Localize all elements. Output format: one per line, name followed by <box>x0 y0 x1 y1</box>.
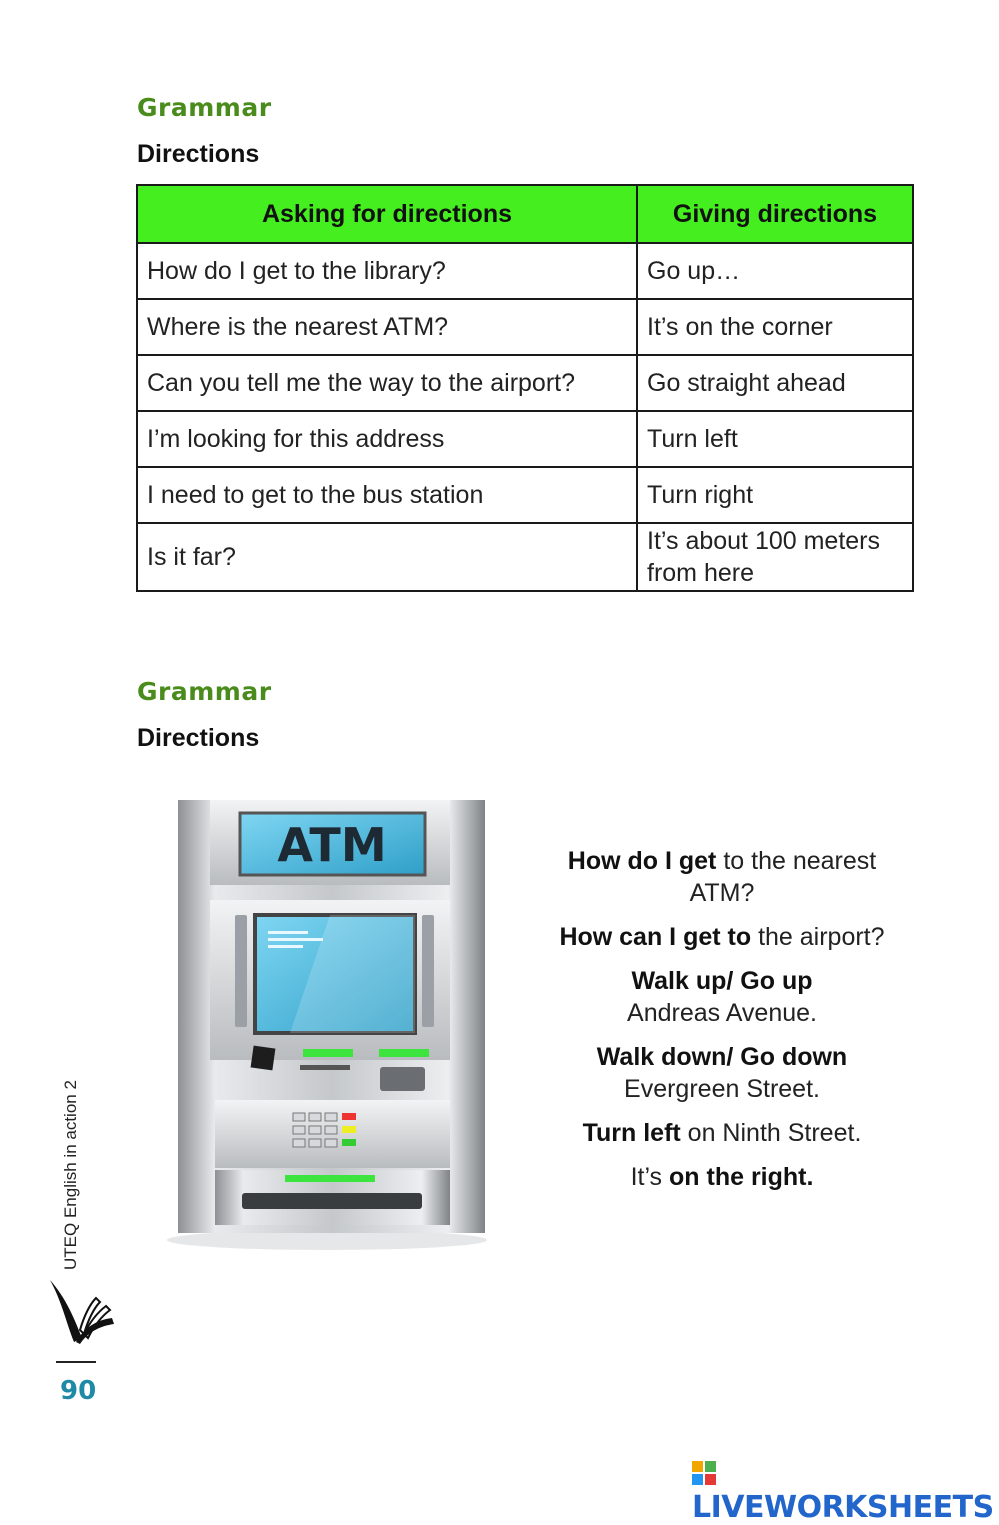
directions-table <box>136 184 914 592</box>
liveworksheets-logo[interactable] <box>692 1455 999 1525</box>
asking-cell: I need to get to the bus station <box>137 467 637 523</box>
header-giving: Giving directions <box>637 185 913 243</box>
atm-sign-label: ATM <box>277 818 387 872</box>
table-row <box>137 243 913 299</box>
cash-dispenser <box>242 1193 422 1209</box>
asking-cell: How do I get to the library? <box>137 243 637 299</box>
page-rule <box>56 1361 96 1363</box>
book-title: UTEQ English in action 2 <box>61 1080 80 1270</box>
giving-cell: It’s on the corner <box>637 299 913 355</box>
phrase-item: It’s on the right. <box>630 1163 814 1191</box>
table-row <box>137 411 913 467</box>
giving-cell: Turn right <box>637 467 913 523</box>
page-number: 90 <box>60 1376 97 1406</box>
open-book-icon <box>40 1272 120 1352</box>
table-row <box>137 355 913 411</box>
directions-subheading: Directions <box>137 724 260 752</box>
asking-cell: Is it far? <box>137 523 637 591</box>
atm-illustration <box>160 795 495 1255</box>
giving-cell: Go up… <box>637 243 913 299</box>
grammar-heading: Grammar <box>137 677 272 706</box>
phrase-item: Walk up/ Go up Andreas Avenue. <box>627 967 817 1027</box>
giving-cell: Turn left <box>637 411 913 467</box>
table-header-row <box>137 185 913 243</box>
table-row <box>137 523 913 591</box>
phrase-item: Walk down/ Go down Evergreen Street. <box>596 1043 848 1103</box>
cash-slot-light <box>285 1175 375 1182</box>
phrase-item: How can I get to the airport? <box>559 923 885 951</box>
giving-cell: Go straight ahead <box>637 355 913 411</box>
table-row <box>137 467 913 523</box>
asking-cell: I’m looking for this address <box>137 411 637 467</box>
asking-cell: Where is the nearest ATM? <box>137 299 637 355</box>
asking-cell: Can you tell me the way to the airport? <box>137 355 637 411</box>
table-row <box>137 299 913 355</box>
keypad <box>293 1113 337 1147</box>
directions-subheading: Directions <box>137 140 260 168</box>
giving-cell: It’s about 100 meters from here <box>637 523 913 591</box>
grammar-heading: Grammar <box>137 93 272 122</box>
direction-phrases <box>537 845 907 1205</box>
phrase-item: Turn left on Ninth Street. <box>582 1119 862 1147</box>
card-slot-light <box>303 1049 353 1057</box>
phrase-item: How do I get to the nearest ATM? <box>567 847 877 907</box>
brand-text: LIVEWORKSHEETS <box>692 1490 994 1525</box>
liveworksheets-icon <box>692 1461 716 1485</box>
header-asking: Asking for directions <box>137 185 637 243</box>
